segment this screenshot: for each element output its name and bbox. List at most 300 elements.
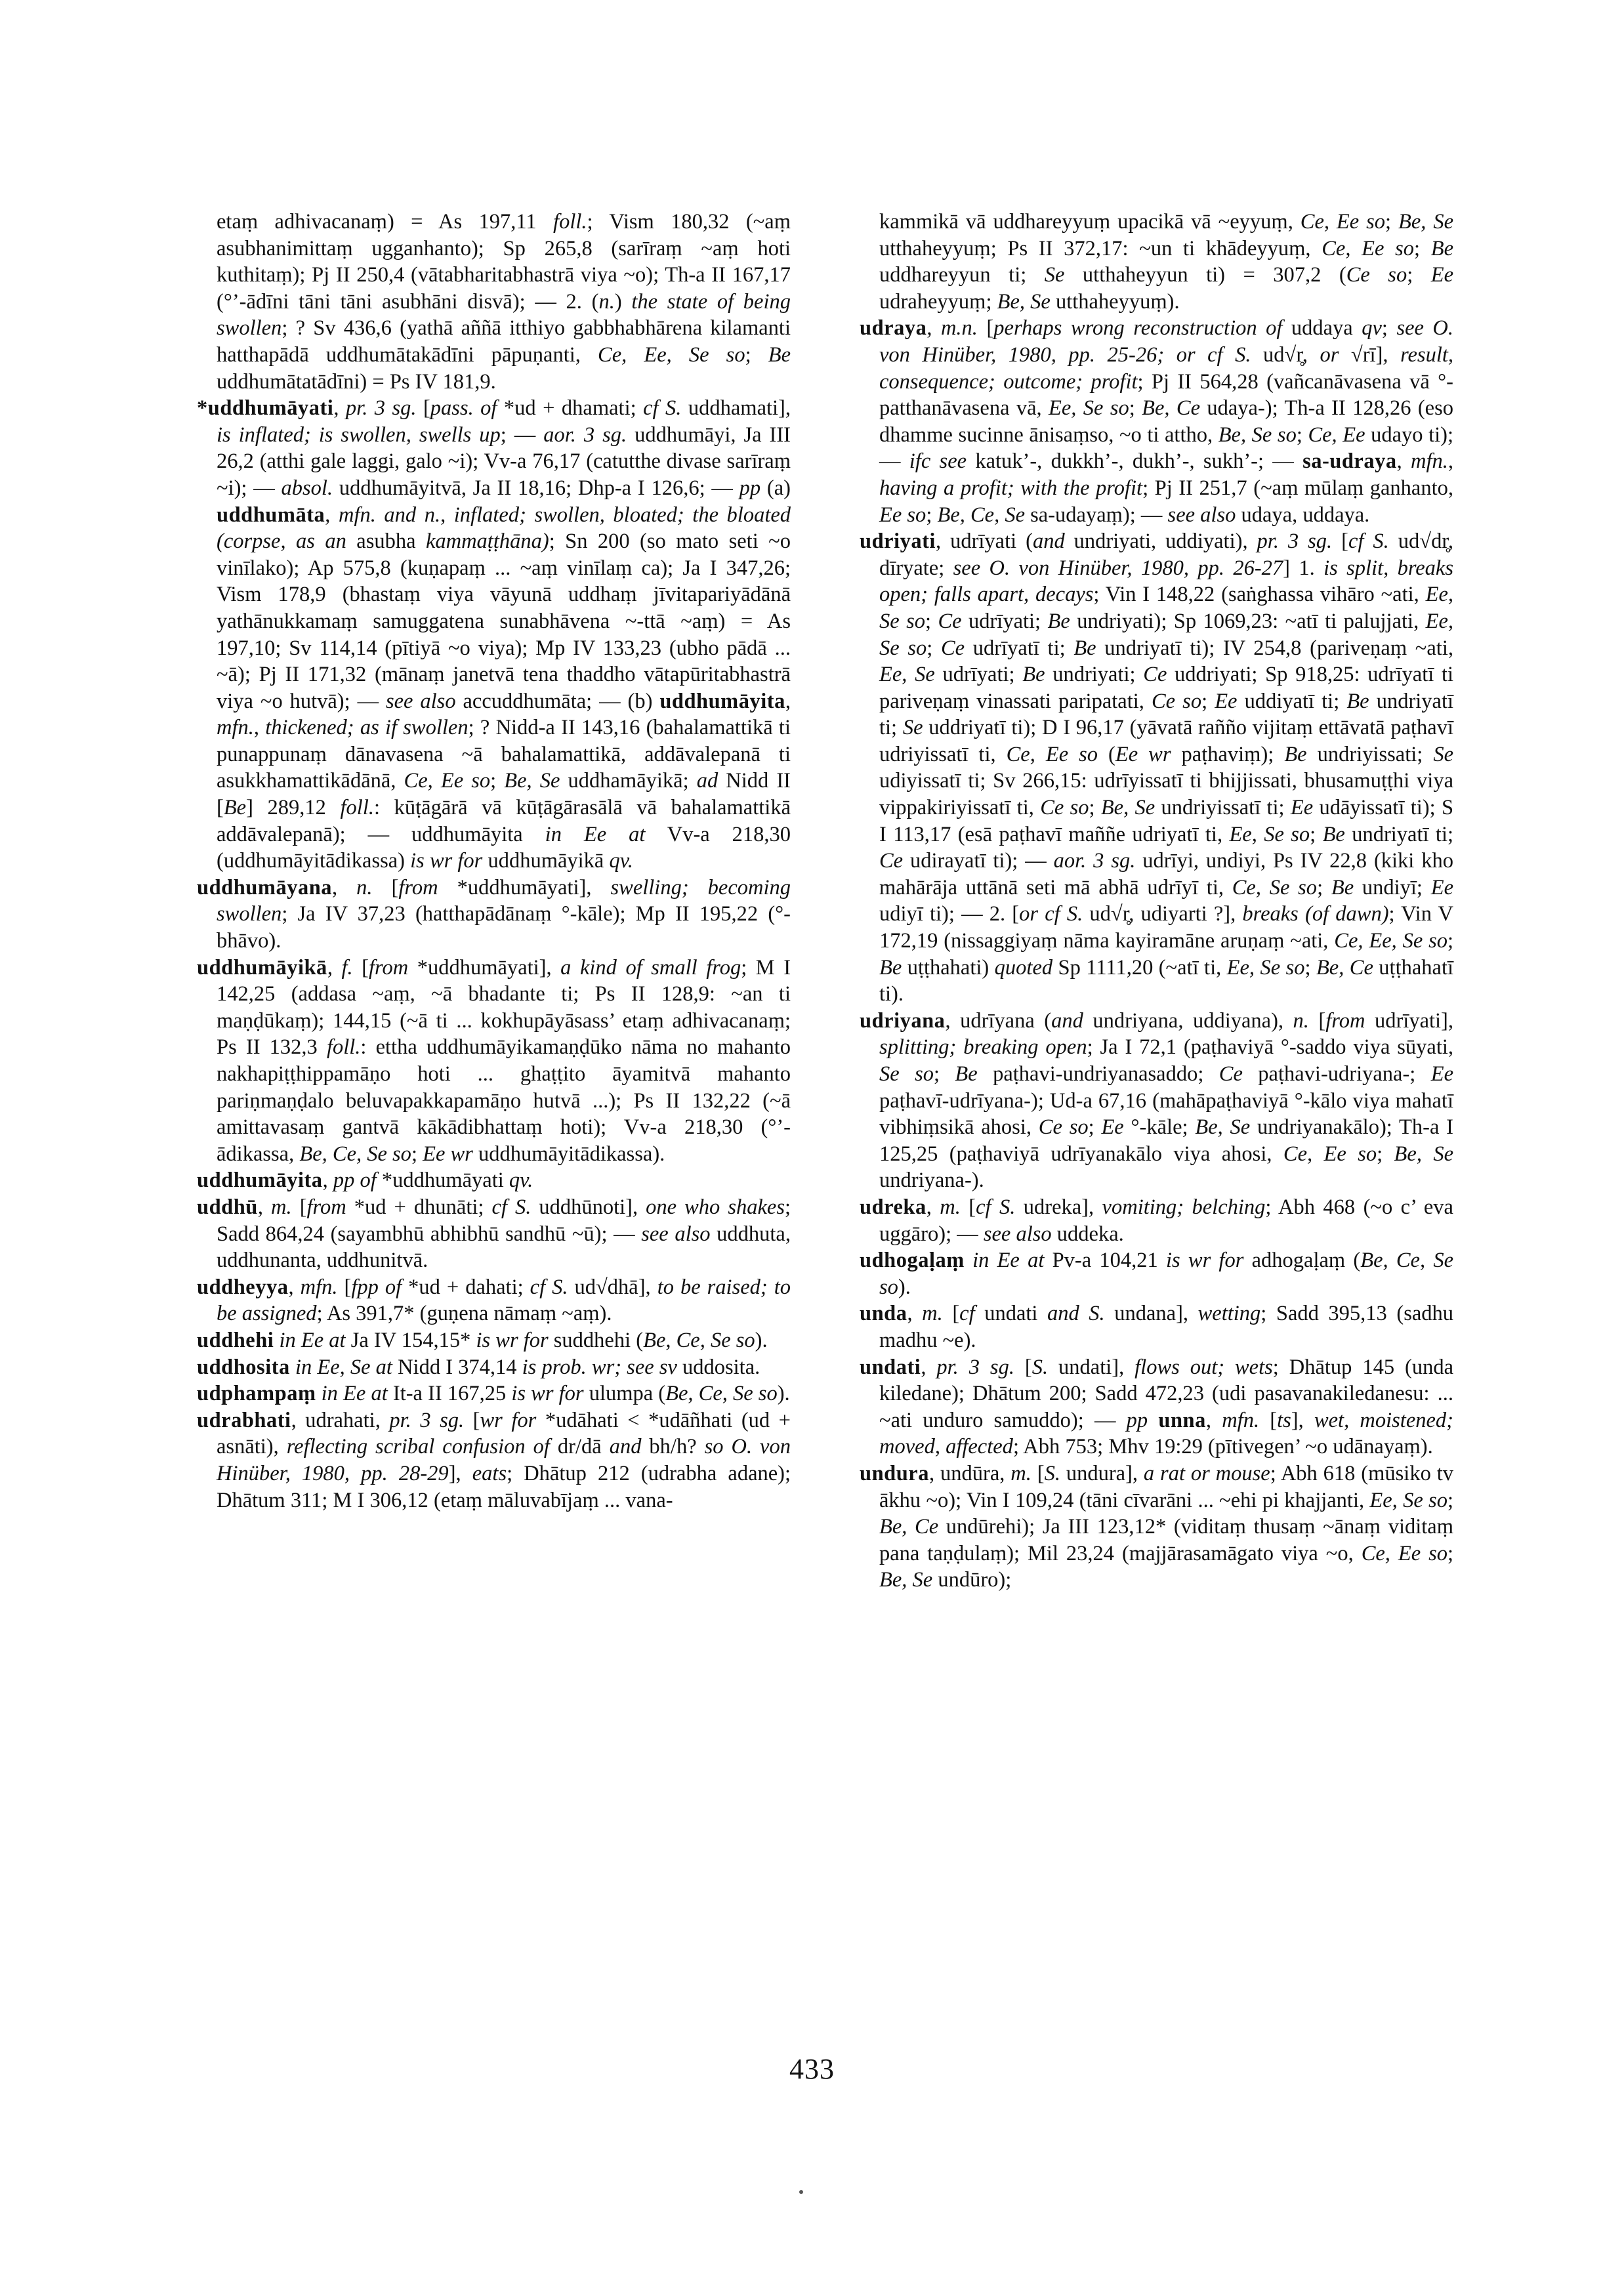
entry-text: undriyissatī ti; xyxy=(1155,796,1291,820)
italic-text: Ce, Ee so xyxy=(1006,742,1098,766)
italic-text: Se xyxy=(1044,263,1065,287)
entry-text: [ xyxy=(464,1408,480,1432)
dictionary-entry xyxy=(197,1407,791,1514)
italic-text: and xyxy=(1032,529,1065,554)
entry-text: ). xyxy=(755,1328,768,1352)
entry-text: [ xyxy=(416,396,430,421)
dictionary-entry xyxy=(860,315,1453,528)
italic-text: result, consequence; outcome; profit xyxy=(879,342,1454,394)
entry-text: °-kāle; xyxy=(1123,1115,1196,1140)
headword: udriyana xyxy=(860,1008,946,1033)
italic-text: is wr for xyxy=(511,1382,584,1406)
entry-text: undūrehi); Ja III 123,12* (viditaṃ thusaṃ ~ānaṃ viditaṃ pana taṇḍulaṃ); Mil 23,24 (majjārasamāgato viya ~o, xyxy=(879,1515,1453,1565)
entry-text: ; xyxy=(1089,796,1101,820)
headword: udraya xyxy=(860,316,927,341)
italic-text: Be, Ce, Se so xyxy=(665,1382,778,1406)
entry-text: udrīyati], xyxy=(1365,1008,1454,1033)
italic-text: flows out; wets xyxy=(1135,1355,1273,1379)
entry-text: uddhuta, uddhunanta, uddhunitvā. xyxy=(217,1222,791,1273)
headword: udreka xyxy=(860,1195,927,1219)
entry-text: uddhūnoti], xyxy=(531,1195,646,1219)
entry-text: ], xyxy=(448,1461,472,1485)
italic-text: Be xyxy=(768,342,791,367)
dictionary-entry xyxy=(197,1354,791,1381)
entry-text: uddhumāyi, Ja III 26,2 (atthi gale laggi, galo ~i); Vv-a 76,17 (catutthe divase sarīraṃ ~i); — xyxy=(217,423,791,500)
headword: uddhumāyita xyxy=(659,689,785,713)
dictionary-entry xyxy=(197,395,791,875)
entry-text: [ xyxy=(352,955,369,980)
entry-text: undriyati, uddiyati), xyxy=(1064,529,1257,554)
italic-text: Ce so xyxy=(1346,263,1407,287)
entry-text: ; Abh 753; Mhv 19:29 (pītivegen’ ~o udānayaṃ). xyxy=(1012,1435,1433,1459)
continued-entry xyxy=(197,209,791,395)
dictionary-entry xyxy=(860,1354,1453,1460)
italic-text: Be, Ce xyxy=(1142,396,1200,421)
entry-text: uddhumāyitvā, Ja II 18,16; Dhp-a I 126,6; — xyxy=(333,476,739,500)
entry-text: ; xyxy=(1407,263,1431,287)
headword: sa-udraya xyxy=(1302,449,1397,474)
entry-text: bh/h? xyxy=(641,1435,705,1459)
entry-text: uddhumātatādīni) = Ps IV 181,9. xyxy=(217,369,496,394)
entry-text: , undūra, xyxy=(928,1461,1011,1485)
entry-text: udaya-); Th-a II 128,26 (eso dhamme sucinne ānisaṃso, ~o ti attho, xyxy=(879,396,1453,447)
italic-text: Ee wr xyxy=(1115,742,1171,766)
italic-text: Ce xyxy=(1218,1062,1243,1086)
page-mark xyxy=(799,2190,803,2194)
italic-text: cf xyxy=(959,1302,975,1326)
italic-text: in Ee at xyxy=(321,1382,388,1406)
entry-text: ; M I 142,25 (addasa ~aṃ, ~ā bhadante ti; Ps II 128,9: ~an ti maṇḍūkaṃ); 144,15 (~ā ti ... kokhupāyāsass’ etaṃ adhivacanaṃ; Ps II 132,3 xyxy=(217,955,791,1060)
entry-text: undriyana-). xyxy=(879,1168,984,1193)
italic-text: or xyxy=(1320,342,1339,367)
italic-text: Be, Se xyxy=(1100,796,1156,820)
italic-text: m. xyxy=(940,1195,961,1219)
italic-text: and S. xyxy=(1047,1302,1105,1326)
italic-text: cf S. xyxy=(1348,529,1389,554)
italic-text: see O. von Hinüber, 1980, pp. 25-26; or cf S. xyxy=(879,316,1454,367)
italic-text: from xyxy=(398,875,438,899)
italic-text: Ce, Ee xyxy=(1308,423,1365,447)
entry-text: ud√dr̥, dīryate; xyxy=(879,529,1453,580)
italic-text: Ee, Se so xyxy=(1369,1488,1447,1512)
italic-text: ts xyxy=(1277,1408,1291,1432)
headword: uddhumāyita xyxy=(197,1168,323,1193)
entry-text: paṭhaviṃ); xyxy=(1171,742,1285,766)
entry-text: ( xyxy=(1098,742,1115,766)
entry-text: uddosita. xyxy=(677,1355,760,1379)
italic-text: Ce so xyxy=(1038,1115,1089,1140)
italic-text: pr. 3 sg. xyxy=(936,1355,1014,1379)
entry-text: ). xyxy=(777,1382,790,1406)
italic-text: Be, Se so xyxy=(1218,423,1297,447)
italic-text: is wr for xyxy=(1165,1249,1244,1273)
entry-text: [ xyxy=(942,1302,960,1326)
entry-text: , udrīyana ( xyxy=(945,1008,1052,1033)
italic-text: Ee, Se so xyxy=(879,583,1453,633)
italic-text: quoted xyxy=(994,955,1053,980)
entry-text: utthaheyyun ti) = 307,2 ( xyxy=(1064,263,1346,287)
italic-text: m. xyxy=(271,1195,292,1219)
entry-text: , xyxy=(327,955,342,980)
italic-text: Ee xyxy=(1430,1062,1454,1086)
entry-text: undriyati); Sp 1069,23: ~atī ti palujjati, xyxy=(1070,609,1426,633)
italic-text: cf S. xyxy=(491,1195,531,1219)
entry-text: ; xyxy=(745,342,768,367)
entry-text: uṭṭhahatī ti). xyxy=(879,955,1454,1006)
entry-text: ; xyxy=(1377,1142,1394,1166)
italic-text: Se xyxy=(902,716,923,740)
entry-text: undriyati; xyxy=(1045,663,1144,687)
entry-text: ud√r̥, xyxy=(1251,342,1320,367)
italic-text: Be xyxy=(1322,822,1345,846)
italic-text: having a profit; with the profit xyxy=(879,476,1143,500)
headword: udphampaṃ xyxy=(197,1382,316,1406)
italic-text: from xyxy=(369,955,409,980)
entry-text: undriyatī ti; xyxy=(1344,822,1454,846)
entry-text: ud√dhā], xyxy=(568,1275,657,1299)
entry-text: , xyxy=(325,503,339,527)
italic-text: Ee wr xyxy=(423,1142,473,1166)
headword: uddhosita xyxy=(197,1355,290,1379)
italic-text: Ce so xyxy=(1040,796,1089,820)
page-number: 433 xyxy=(789,2053,835,2085)
headword: udhogaḷaṃ xyxy=(860,1249,965,1273)
entry-text: udiyissatī ti; Sv 266,15: udrīyissatī ti bhijjissati, bhusamuṭṭhi viya vippakiriyissatī ti, xyxy=(879,769,1453,820)
entry-text: ; — xyxy=(500,423,544,447)
entry-text: undriyatī ti); IV 254,8 (pariveṇaṃ ~ati, xyxy=(1096,636,1453,660)
italic-text: m. xyxy=(1010,1461,1031,1485)
italic-text: in Ee at xyxy=(972,1249,1045,1273)
entry-text: udraheyyuṃ; xyxy=(879,289,997,314)
italic-text: Ee, Se xyxy=(879,663,935,687)
entry-text: udrīyati; xyxy=(961,609,1048,633)
headword: uddhumāyikā xyxy=(197,955,327,980)
italic-text: Ce xyxy=(879,849,904,873)
entry-text: udayo ti); — xyxy=(879,423,1453,474)
italic-text: pr. 3 sg. xyxy=(1257,529,1333,554)
entry-text: accuddhumāta; — (b) xyxy=(455,689,660,713)
entry-text xyxy=(965,1249,972,1272)
italic-text: qv. xyxy=(609,849,633,873)
headword: *uddhumāyati xyxy=(197,396,334,421)
entry-text: , udrahati, xyxy=(291,1408,390,1432)
entry-text: kammikā vā uddhareyyuṃ upacikā vā ~eyyuṃ, xyxy=(879,210,1301,234)
entry-text: [ xyxy=(977,316,994,341)
dictionary-entry xyxy=(860,1194,1453,1247)
entry-text: , xyxy=(927,316,941,341)
entry-text: [ xyxy=(337,1275,352,1299)
italic-text: pp xyxy=(1126,1408,1148,1432)
entry-text: paṭhavī-udrīyana-); Ud-a 67,16 (mahāpaṭhaviyā °-kālo viya mahatī vibhiṃsikā ahosi, xyxy=(879,1088,1453,1140)
entry-text: , xyxy=(785,689,791,713)
entry-text: ; xyxy=(925,609,938,633)
italic-text: foll. xyxy=(326,1035,361,1060)
italic-text: cf S. xyxy=(530,1275,568,1299)
headword: unda xyxy=(860,1302,907,1326)
italic-text: Be xyxy=(1047,609,1070,633)
italic-text: qv xyxy=(1362,316,1382,341)
entry-text: √rī], xyxy=(1339,342,1401,367)
entry-text: ] 289,12 xyxy=(246,796,341,820)
entry-text: udiyī ti); — 2. [ xyxy=(879,902,1020,926)
entry-text: ; Sn 200 (so mato seti ~o vinīlako); Ap 575,8 (kuṇapaṃ ... ~aṃ vinīlaṃ ca); Ja I 347,26; Vism 178,9 (bhastaṃ viya vāyunā uddhaṃ jīvitapariyādānā yathānukkamaṃ samuggatena sunabhāvena ~-ttā ~aṃ) = As 197,10; Sv 114,14 (pītiyā ~o viya); Mp IV 133,23 (ubho pādā ... ~ā); Pj II 171,32 (mānaṃ janetvā tena thaddho vātapūritabhastrā viya ~o hutvā); — xyxy=(217,529,791,713)
italic-text: Ee xyxy=(1430,263,1454,287)
entry-text: ; xyxy=(1088,1115,1102,1140)
italic-text: is wr for xyxy=(410,849,483,873)
italic-text: splitting; breaking open xyxy=(879,1035,1087,1060)
italic-text: Ee xyxy=(1290,796,1314,820)
italic-text: see also xyxy=(983,1222,1052,1246)
italic-text: Be xyxy=(223,796,247,820)
entry-text: ; xyxy=(411,1142,423,1166)
italic-text: mfn. xyxy=(1222,1408,1260,1432)
entry-text: suddhehi ( xyxy=(548,1328,644,1352)
italic-text: so O. von Hinüber, 1980, pp. 28-29 xyxy=(217,1435,791,1485)
entry-text: ) xyxy=(614,289,632,314)
entry-text: undana], xyxy=(1104,1302,1198,1326)
entry-text xyxy=(1148,1409,1158,1432)
italic-text: Be xyxy=(1346,689,1369,713)
entry-text: uddriyatī ti); D I 96,17 (yāvatā rañño vijitaṃ ettāvatā paṭhavī udriyissatī ti, xyxy=(879,716,1454,766)
italic-text: qv. xyxy=(509,1168,533,1193)
italic-text: see also xyxy=(385,689,456,713)
italic-text: pp of xyxy=(333,1168,377,1193)
italic-text: Ee xyxy=(1215,689,1238,713)
entry-text: , xyxy=(288,1275,301,1299)
italic-text: from xyxy=(1325,1008,1365,1033)
entry-text: undati xyxy=(974,1302,1047,1326)
entry-text: ; xyxy=(1385,210,1399,234)
italic-text: Ce xyxy=(1143,663,1167,687)
italic-text: or cf S. xyxy=(1019,902,1083,926)
entry-text: uddiyatī ti; xyxy=(1237,689,1347,713)
entry-text: udreka], xyxy=(1015,1195,1102,1219)
italic-text: Be xyxy=(1430,236,1453,260)
italic-text: pp xyxy=(739,476,761,500)
entry-text: udrīyatī ti; xyxy=(965,636,1074,660)
italic-text: Ee so xyxy=(879,503,927,527)
entry-text: ; Sadd 395,13 (sadhu madhu ~e). xyxy=(879,1302,1454,1352)
entry-text: [ xyxy=(1332,529,1348,554)
italic-text: Be xyxy=(879,955,902,980)
italic-text: Se xyxy=(1433,742,1454,766)
italic-text: ad xyxy=(696,769,718,793)
dictionary-entry xyxy=(860,1300,1453,1354)
italic-text: Be xyxy=(1284,742,1307,766)
italic-text: vomiting; belching xyxy=(1102,1195,1266,1219)
entry-text: udaya, uddaya. xyxy=(1236,503,1370,527)
entry-text: , xyxy=(1396,449,1411,474)
italic-text: mfn. xyxy=(300,1275,338,1299)
italic-text: Be xyxy=(1331,875,1354,899)
italic-text: foll. xyxy=(553,210,587,234)
entry-text: ; Vin I 148,22 (saṅghassa vihāro ~ati, xyxy=(1093,583,1426,607)
italic-text: from xyxy=(306,1195,346,1219)
entry-text: undriyatī ti; xyxy=(879,689,1454,740)
italic-text: see O. von Hinüber, 1980, pp. 26-27 xyxy=(953,556,1283,580)
italic-text: swelling; becoming swollen xyxy=(217,875,791,926)
entry-text: ; Vin V 172,19 (nissaggiyaṃ nāma kayiramāne aruṇaṃ ~ati, xyxy=(879,902,1454,953)
italic-text: Se so xyxy=(879,1062,934,1086)
headword: uddheyya xyxy=(197,1275,289,1299)
dictionary-entry xyxy=(197,1327,791,1354)
entry-text: : ettha uddhumāyikamaṇḍūko nāma no mahanto nakhapiṭṭhippamāṇo hoti ... ghaṭṭito āyamitvā mahanto pariṇmaṇḍalo beluvapakkapamāṇo hutvā ...); Ps II 132,22 (~ā amittavasaṃ gantvā kākādibhattaṃ hoti); Vv-a 218,30 (°’-ādikassa, xyxy=(217,1035,791,1166)
italic-text: Be, Ce, Se so xyxy=(643,1328,755,1352)
entry-text: [ xyxy=(1014,1355,1032,1379)
entry-text: uddhumāyitādikassa). xyxy=(472,1142,665,1166)
entry-text: *ud + dahati; xyxy=(402,1275,530,1299)
italic-text: Ce, Se so xyxy=(1232,875,1318,899)
entry-text: undiyī; xyxy=(1354,875,1431,899)
italic-text: Ee, Se so xyxy=(1229,822,1310,846)
italic-text: in Ee at xyxy=(279,1328,346,1352)
entry-text: , udrīyati ( xyxy=(935,529,1033,554)
italic-text: kammaṭṭhāna) xyxy=(425,529,549,554)
italic-text: Be, Se xyxy=(997,289,1051,314)
dictionary-entry xyxy=(197,1380,791,1407)
italic-text: aor. 3 sg. xyxy=(1053,849,1136,873)
italic-text: Be xyxy=(1022,663,1045,687)
italic-text: breaks (of dawn) xyxy=(1242,902,1389,926)
entry-text: undriyissati; xyxy=(1306,742,1434,766)
italic-text: a kind of small frog xyxy=(560,955,741,980)
italic-text: Ce xyxy=(938,609,962,633)
entry-text: paṭhavi-udriyana-; xyxy=(1242,1062,1431,1086)
entry-text: udrīyi, undiyi, Ps IV 22,8 (kiki kho mahārāja uttānā seti mā abhā udrīyī ti, xyxy=(879,849,1453,899)
entry-text: ; xyxy=(1447,1541,1453,1565)
entry-text: ; xyxy=(490,769,505,793)
headword: unna xyxy=(1158,1408,1206,1432)
headword: uddhumāyana xyxy=(197,875,333,899)
italic-text: Ee, Se so xyxy=(1049,396,1129,421)
entry-text: It-a II 167,25 xyxy=(387,1382,512,1406)
dictionary-entry xyxy=(860,1247,1453,1300)
entry-text: Sp 1111,20 (~atī ti, xyxy=(1052,955,1227,980)
entry-text: ; xyxy=(1414,236,1431,260)
italic-text: in Ee, Se at xyxy=(295,1355,392,1379)
entry-text: ; Sadd 864,24 (sayambhū abhibhū sandhū ~ū); — xyxy=(217,1195,791,1246)
italic-text: see also xyxy=(641,1222,711,1246)
headword: udriyati xyxy=(860,529,936,554)
entry-text: ulumpa ( xyxy=(583,1382,666,1406)
italic-text: see also xyxy=(1167,503,1236,527)
entry-text: ). xyxy=(898,1275,911,1299)
entry-text: undūro); xyxy=(932,1568,1012,1592)
entry-text: ; Abh 618 (mūsiko tv ākhu ~o); Vin I 109,24 (tāni cīvarāni ... ~ehi pi khajjanti, xyxy=(879,1461,1454,1512)
italic-text: Be, Ce, Se xyxy=(937,503,1026,527)
italic-text: Be, Ce, Se so xyxy=(299,1142,411,1166)
entry-text: ] 1. xyxy=(1283,556,1324,580)
entry-text: ; xyxy=(1296,423,1308,447)
italic-text: mfn. xyxy=(217,716,254,740)
entry-text: ; ? Sv 436,6 (yathā aññā itthiyo gabbhabhārena kilamanti hatthapādā uddhumātakādīni pāpuṇanti, xyxy=(217,316,791,367)
dictionary-entry xyxy=(197,1274,791,1327)
entry-text: ; Ja IV 37,23 (hatthapādānaṃ °-kāle); Mp II 195,22 (°-bhāvo). xyxy=(217,902,791,953)
right-column xyxy=(860,209,1453,1594)
entry-text: ; xyxy=(1129,396,1142,421)
italic-text: foll. xyxy=(340,796,374,820)
entry-text: utthaheyyuṃ; Ps II 372,17: ~un ti khādeyyuṃ, xyxy=(879,236,1322,260)
italic-text: Ce, Ee, Se so xyxy=(598,342,745,367)
italic-text: n. xyxy=(598,289,615,314)
entry-text: ; xyxy=(1201,689,1215,713)
italic-text: Ee xyxy=(1430,875,1453,899)
italic-text: m. xyxy=(922,1302,943,1326)
entry-text: Nidd II [ xyxy=(217,769,791,820)
italic-text: mfn. xyxy=(1411,449,1448,474)
entry-text: *uddhumāyati xyxy=(376,1168,509,1193)
italic-text: Be, Ce xyxy=(1316,955,1373,980)
italic-text: n. xyxy=(356,875,373,899)
entry-text: *udāhati < *udāñhati (ud + asnāti), xyxy=(217,1408,791,1459)
italic-text: Be, Se xyxy=(1195,1115,1251,1140)
italic-text: mfn. xyxy=(338,503,376,527)
italic-text: Ce, Ee so xyxy=(1283,1142,1377,1166)
italic-text: cf S. xyxy=(976,1195,1016,1219)
italic-text: Be, Se xyxy=(1394,1142,1454,1166)
italic-text: Ee, Se so xyxy=(879,609,1454,660)
italic-text: Be, Se xyxy=(879,1568,933,1592)
italic-text: absol. xyxy=(281,476,333,500)
italic-text: Ce, Ee so xyxy=(1361,1541,1447,1565)
entry-text: uddhamāyikā; xyxy=(560,769,697,793)
italic-text: S. xyxy=(1031,1355,1049,1379)
entry-text: uṭṭhahati) xyxy=(902,955,995,980)
italic-text: is inflated; is swollen, swells up xyxy=(217,423,501,447)
entry-text: adhogaḷaṃ ( xyxy=(1243,1249,1361,1273)
italic-text: is prob. wr; see sv xyxy=(522,1355,677,1379)
italic-text: ifc see xyxy=(909,449,967,474)
italic-text: one who shakes xyxy=(646,1195,785,1219)
entry-text: *uddhumāyati], xyxy=(438,875,611,899)
entry-text: katuk’-, dukkh’-, dukh’-, sukh’-; — xyxy=(967,449,1303,474)
dictionary-entry xyxy=(197,1167,791,1194)
headword: undura xyxy=(860,1461,929,1485)
entry-text: undati], xyxy=(1048,1355,1135,1379)
italic-text: n. xyxy=(1293,1008,1309,1033)
entry-text: dr/dā xyxy=(549,1435,610,1459)
entry-text: uddriyati; Sp 918,25: udrīyatī ti pariveṇaṃ vinassati paripatati, xyxy=(879,663,1454,713)
dictionary-entry xyxy=(860,1008,1453,1194)
italic-text: Ce, Ee so xyxy=(1322,236,1414,260)
entry-text: ; Vism 180,32 (~aṃ asubhanimittaṃ ugganhanto); Sp 265,8 (sarīraṃ ~aṃ hoti kuthitaṃ); Pj II 250,4 (vātabharitabhastrā viya ~o); Th-a II 167,17 (°’-ādīni tāni tāni asubhāni disvā); — 2. ( xyxy=(217,210,791,314)
headword: undati xyxy=(860,1355,921,1379)
entry-text xyxy=(376,503,385,527)
entry-text: : kūṭāgārā vā kūṭāgārasālā vā bahalamattikā addāvalepanā); — uddhumāyita xyxy=(217,796,791,846)
entry-text: undriyana, uddiyana), xyxy=(1083,1008,1293,1033)
entry-text: ; xyxy=(1447,929,1454,953)
entry-text: ; xyxy=(1447,1488,1453,1512)
entry-text: udrīyati; xyxy=(934,663,1023,687)
entry-text: , xyxy=(332,875,357,899)
italic-text: is wr for xyxy=(476,1328,549,1352)
headword: udrabhati xyxy=(197,1408,291,1432)
entry-text: ; ? Nidd-a II 143,16 (bahalamattikā ti punappunaṃ dānavasena ~ā bahalamattikā, addāvalepanā ti asukkhamattikādānā, xyxy=(217,716,791,793)
entry-text: udirayatī ti); — xyxy=(903,849,1054,873)
italic-text: Ce, Ee so xyxy=(1300,210,1386,234)
italic-text: thickened; as if swollen xyxy=(265,716,468,740)
entry-text: , xyxy=(926,1195,940,1219)
entry-text: ; xyxy=(933,1062,955,1086)
italic-text: and xyxy=(609,1435,642,1459)
italic-text: and n. xyxy=(384,503,441,527)
entry-text: Vv-a 218,30 (uddhumāyitādikassa) xyxy=(217,822,791,873)
entry-text: *uddhumāyati], xyxy=(408,955,561,980)
italic-text: is split, breaks open; falls apart, decays xyxy=(879,556,1454,607)
entry-text: undura], xyxy=(1060,1461,1144,1485)
entry-text: [ xyxy=(1259,1408,1278,1432)
headword: uddhumāta xyxy=(217,503,325,527)
